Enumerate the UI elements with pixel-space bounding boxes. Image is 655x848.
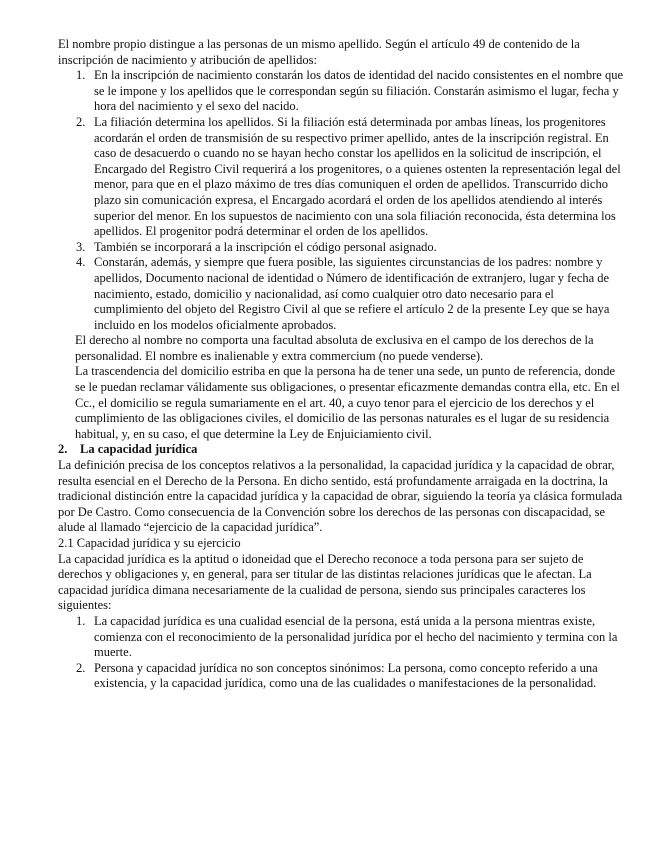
capacity-paragraph: La capacidad jurídica es la aptitud o idoneidad que el Derecho reconoce a toda persona para ser sujeto de derechos y obligaciones y, en general, para ser titular de las distintas relaciones jurídicas que le afectan. La capacidad jurídica dimana necesariamente de la cualidad de persona, siendo sus principales caracteres los siguientes:	[58, 551, 592, 613]
list-number: 1.	[76, 613, 86, 628]
list-number: 3.	[76, 239, 86, 254]
list-item	[58, 614, 625, 661]
list-number: 2.	[76, 114, 86, 129]
section-number: 2.	[58, 442, 68, 457]
subsection-heading: 2.1 Capacidad jurídica y su ejercicio	[58, 536, 241, 550]
section-title: La capacidad jurídica	[80, 442, 198, 457]
right-to-name-paragraph: El derecho al nombre no comporta una facultad absoluta de exclusiva en el campo de los derechos de la personalidad. El nombre es inalienable y extra commercium (no puede venderse).	[75, 333, 594, 363]
list-text: También se incorporará a la inscripción el código personal asignado.	[94, 239, 437, 254]
list-item	[58, 661, 625, 692]
list-text: Constarán, además, y siempre que fuera posible, las siguientes circunstancias de los padres: nombre y apellidos, Documento nacional de identidad o Número de identificación de extranjero, lugar y fecha de nacimiento, estado, domicilio y nacionalidad, así como cualquier otro dato necesario para el cumplimiento del objeto del Registro Civil al que se refiere el artículo 2 de la presente Ley que se haya incluido en los modelos oficialmente aprobados.	[94, 255, 610, 332]
list-item	[58, 240, 625, 256]
domicile-paragraph: La trascendencia del domicilio estriba en que la persona ha de tener una sede, un punto de referencia, donde se le puedan reclamar válidamente sus obligaciones, o presentar eficazmente demandas contra ella, etc. En el Cc., el domicilio se regula sumariamente en el art. 40, a cuyo tenor para el ejercicio de los derechos y el cumplimiento de las obligaciones civiles, el domicilio de las personas naturales es el lugar de su residencia habitual, y, en su caso, el que determine la Ley de Enjuiciamiento civil.	[75, 364, 620, 441]
definition-paragraph: La definición precisa de los conceptos relativos a la personalidad, la capacidad jurídica y la capacidad de obrar, resulta esencial en el Derecho de la Persona. En dicho sentido, está profundamente arraigada en la doctrina, la tradicional distinción entre la capacidad jurídica y la capacidad de obrar, siguiendo la teoría ya clásica formulada por De Castro. Como consecuencia de la Convención sobre los derechos de las personas con discapacidad, se alude al llamado “ejercicio de la capacidad jurídica”.	[58, 458, 623, 535]
inscription-list	[58, 68, 625, 333]
list-text: La filiación determina los apellidos. Si la filiación está determinada por ambas líneas, los progenitores acordarán el orden de transmisión de su respectivo primer apellido, antes de la inscripción registral. En caso de desacuerdo o cuando no se hayan hecho constar los apellidos en la solicitud de inscripción, el Encargado del Registro Civil requerirá a los progenitores, o a quienes ostenten la representación legal del menor, para que en el plazo máximo de tres días comuniquen el orden de apellidos. Transcurrido dicho plazo sin comunicación expresa, el Encargado acordará el orden de los apellidos atendiendo al interés superior del menor. En los supuestos de nacimiento con una sola filiación reconocida, ésta determina los apellidos. El progenitor podrá determinar el orden de los apellidos.	[94, 114, 621, 239]
capacity-list	[58, 614, 625, 692]
list-text: Persona y capacidad jurídica no son conceptos sinónimos: La persona, como concepto referido a una existencia, y la capacidad jurídica, como una de las cualidades o manifestaciones de la personalidad.	[94, 660, 598, 691]
list-number: 4.	[76, 255, 86, 270]
intro-paragraph: El nombre propio distingue a las personas de un mismo apellido. Según el artículo 49 de contenido de la inscripción de nacimiento y atribución de apellidos:	[58, 37, 580, 67]
list-text: En la inscripción de nacimiento constarán los datos de identidad del nacido consistentes en el nombre que se le impone y los apellidos que le correspondan según su filiación. Constarán asimismo el lugar, fecha y hora del nacimiento y el sexo del nacido.	[94, 68, 624, 114]
list-item	[58, 68, 625, 115]
list-item	[58, 115, 625, 240]
section-heading	[58, 442, 625, 458]
list-number: 1.	[76, 68, 86, 83]
list-item	[58, 255, 625, 333]
list-number: 2.	[76, 660, 86, 675]
list-text: La capacidad jurídica es una cualidad esencial de la persona, está unida a la persona mientras existe, comienza con el reconocimiento de la personalidad jurídica por el hecho del nacimiento y termina con la muerte.	[94, 613, 618, 660]
